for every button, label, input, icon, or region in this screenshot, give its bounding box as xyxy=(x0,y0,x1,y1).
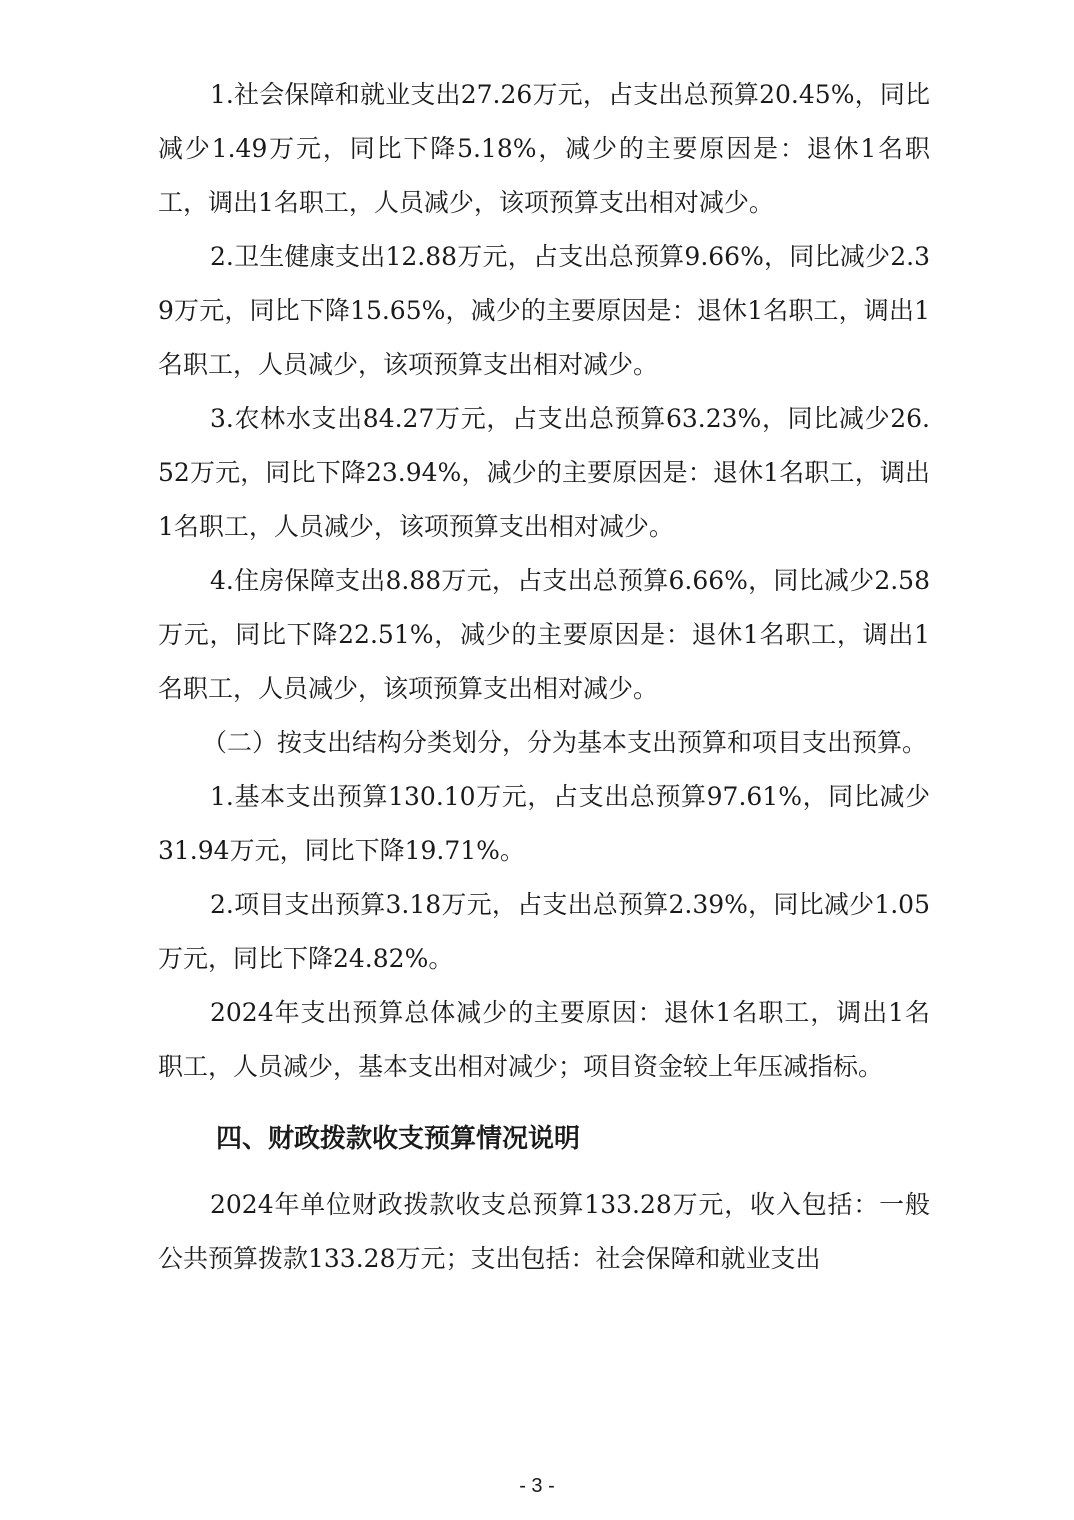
page-number: - 3 - xyxy=(519,1475,555,1497)
document-body xyxy=(158,68,930,1286)
paragraph-project-expenditure: 2.项目支出预算3.18万元，占支出总预算2.39%，同比减少1.05万元，同比下降24.82%。 xyxy=(158,890,930,973)
paragraph-structure-classification: （二）按支出结构分类划分，分为基本支出预算和项目支出预算。 xyxy=(202,728,928,757)
paragraph-health: 2.卫生健康支出12.88万元，占支出总预算9.66%，同比减少2.39万元，同比下降15.65%，减少的主要原因是：退休1名职工，调出1名职工，人员减少，该项预算支出相对减少。 xyxy=(158,242,930,379)
paragraph-social-security: 1.社会保障和就业支出27.26万元，占支出总预算20.45%，同比减少1.49万元，同比下降5.18%，减少的主要原因是：退休1名职工，调出1名职工，人员减少，该项预算支出相对减少。 xyxy=(158,80,930,217)
paragraph-agriculture: 3.农林水支出84.27万元，占支出总预算63.23%，同比减少26.52万元，同比下降23.94%，减少的主要原因是：退休1名职工，调出1名职工，人员减少，该项预算支出相对减少。 xyxy=(158,404,930,541)
section-heading: 四、财政拨款收支预算情况说明 xyxy=(216,1124,581,1154)
paragraph-housing: 4.住房保障支出8.88万元，占支出总预算6.66%，同比减少2.58万元，同比下降22.51%，减少的主要原因是：退休1名职工，调出1名职工，人员减少，该项预算支出相对减少。 xyxy=(158,566,930,703)
paragraph-basic-expenditure: 1.基本支出预算130.10万元，占支出总预算97.61%，同比减少31.94万元，同比下降19.71%。 xyxy=(158,782,930,865)
paragraph-fiscal-allocation: 2024年单位财政拨款收支总预算133.28万元，收入包括：一般公共预算拨款133.28万元；支出包括：社会保障和就业支出 xyxy=(158,1190,930,1273)
paragraph-overall-reason: 2024年支出预算总体减少的主要原因：退休1名职工，调出1名职工，人员减少，基本支出相对减少；项目资金较上年压减指标。 xyxy=(158,998,930,1081)
